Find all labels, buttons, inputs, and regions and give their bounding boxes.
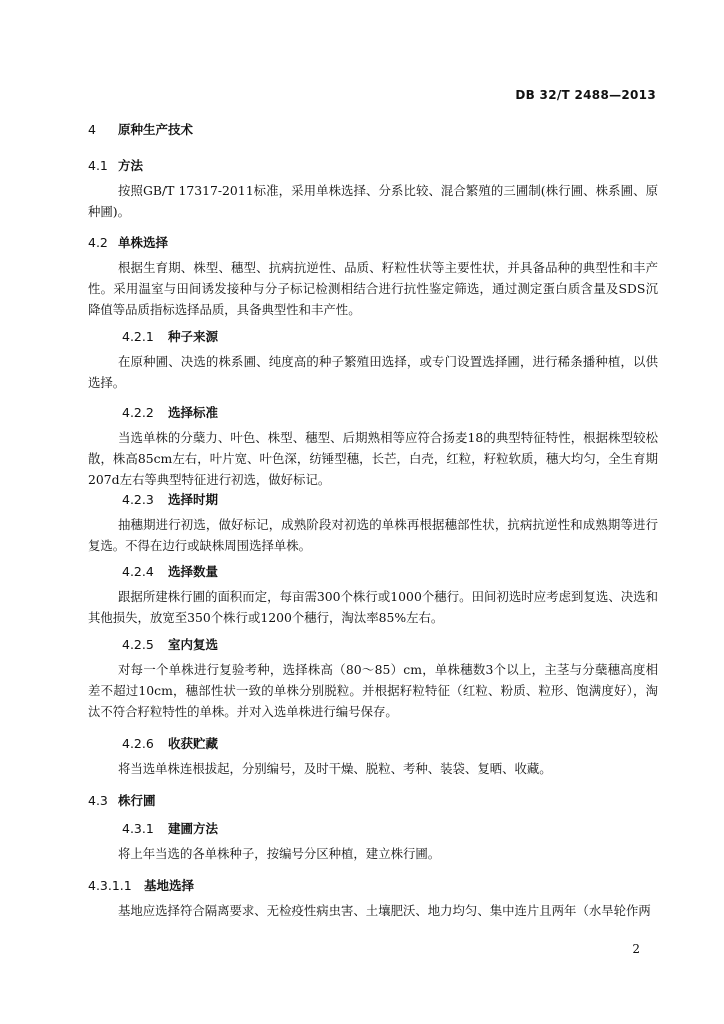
- section-number: 4.2.4: [122, 564, 154, 579]
- section-number: 4.2.2: [122, 405, 154, 420]
- section-title: 单株选择: [118, 235, 169, 250]
- paragraph: 将当选单株连根拔起，分别编号，及时干燥、脱粒、考种、装袋、复晒、收藏。: [118, 761, 552, 776]
- section-title: 选择数量: [168, 564, 219, 579]
- section-title: 种子来源: [168, 329, 219, 344]
- section-heading: [122, 635, 218, 653]
- section-number: 4.2: [88, 235, 108, 250]
- paragraph: 当选单株的分蘖力、叶色、株型、穗型、后期熟相等应符合扬麦18的典型特征特性，根据株型较松散，株高85cm左右，叶片宽、叶色深，纺锤型穗，长芒，白壳，红粒，籽粒软质，穗大均匀，全生育期207d左右等典型特征进行初选，做好标记。: [88, 430, 658, 487]
- section-heading: [88, 791, 156, 809]
- section-number: 4: [88, 122, 96, 137]
- standard-code: DB 32/T 2488—2013: [515, 88, 656, 102]
- section-title: 株行圃: [118, 793, 156, 808]
- section-heading: [122, 490, 218, 508]
- section-number: 4.3.1.1: [88, 878, 132, 893]
- paragraph: 根据生育期、株型、穗型、抗病抗逆性、品质、籽粒性状等主要性状，并具备品种的典型性和丰产性。采用温室与田间诱发接种与分子标记检测相结合进行抗性鉴定筛选，通过测定蛋白质含量及SDS沉降值等品质指标选择品质，具备典型性和丰产性。: [88, 260, 658, 317]
- section-title: 基地选择: [144, 878, 195, 893]
- section-heading: [122, 327, 218, 345]
- section-heading: [88, 156, 143, 174]
- section-title: 选择标准: [168, 405, 219, 420]
- paragraph: 按照GB/T 17317-2011标准，采用单株选择、分系比较、混合繁殖的三圃制(株行圃、株系圃、原种圃)。: [88, 183, 658, 219]
- section-title: 选择时期: [168, 492, 219, 507]
- paragraph: 在原种圃、决选的株系圃、纯度高的种子繁殖田选择，或专门设置选择圃，进行稀条播种植，以供选择。: [88, 354, 658, 390]
- paragraph: 基地应选择符合隔离要求、无检疫性病虫害、土壤肥沃、地力均匀、集中连片且两年（水旱轮作两: [118, 903, 651, 918]
- section-title: 方法: [118, 158, 144, 173]
- paragraph: 对每一个单株进行复验考种，选择株高（80～85）cm，单株穗数3个以上，主茎与分蘖穗高度相差不超过10cm，穗部性状一致的单株分别脱粒。并根据籽粒特征（红粒、粉质、粒形、饱满度好），淘汰不符合籽粒特性的单株。并对入选单株进行编号保存。: [88, 662, 658, 719]
- section-heading: [122, 403, 218, 421]
- section-heading: [122, 734, 218, 752]
- section-title: 室内复选: [168, 637, 219, 652]
- section-number: 4.3: [88, 793, 108, 808]
- section-title: 建圃方法: [168, 821, 219, 836]
- paragraph: 将上年当选的各单株种子，按编号分区种植，建立株行圃。: [118, 846, 441, 861]
- section-heading: [122, 819, 218, 837]
- section-number: 4.3.1: [122, 821, 154, 836]
- section-number: 4.2.3: [122, 492, 154, 507]
- section-number: 4.2.1: [122, 329, 154, 344]
- section-heading: [88, 120, 193, 138]
- paragraph: 抽穗期进行初选，做好标记，成熟阶段对初选的单株再根据穗部性状，抗病抗逆性和成熟期等进行复选。不得在边行或缺株周围选择单株。: [88, 517, 658, 553]
- page-number: 2: [632, 942, 640, 956]
- section-heading: [88, 876, 194, 894]
- section-number: 4.2.6: [122, 736, 154, 751]
- section-title: 收获贮藏: [168, 736, 219, 751]
- section-heading: [122, 562, 218, 580]
- paragraph: 跟据所建株行圃的面积而定，每亩需300个株行或1000个穗行。田间初选时应考虑到复选、决选和其他损失，放宽至350个株行或1200个穗行，淘汰率85%左右。: [88, 589, 658, 625]
- section-number: 4.2.5: [122, 637, 154, 652]
- section-heading: [88, 233, 168, 251]
- section-number: 4.1: [88, 158, 108, 173]
- section-title: 原种生产技术: [118, 122, 194, 137]
